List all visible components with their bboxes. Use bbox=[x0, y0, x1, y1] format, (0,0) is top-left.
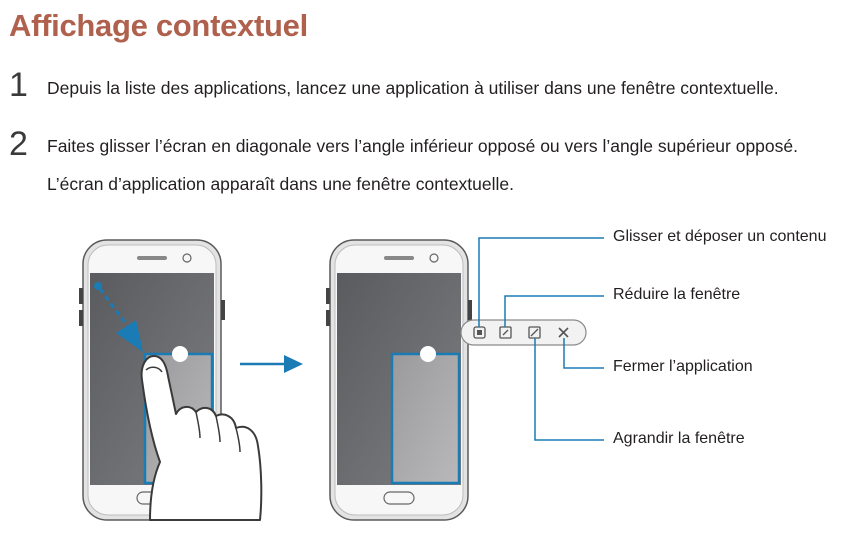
callout-maximize: Agrandir la fenêtre bbox=[613, 430, 745, 447]
step-text-2: Faites glisser l’écran en diagonale vers l’angle inférieur opposé ou vers l’angle supérieur opposé. bbox=[47, 136, 798, 156]
right-popup-window bbox=[392, 354, 459, 483]
touch-point-icon bbox=[172, 346, 188, 362]
touch-point-icon bbox=[420, 346, 436, 362]
transition-arrow-icon bbox=[240, 355, 303, 373]
step-text-1: Depuis la liste des applications, lancez une application à utiliser dans une fenêtre contextuelle. bbox=[47, 78, 779, 98]
left-phone bbox=[79, 240, 261, 520]
callout-close: Fermer l’application bbox=[613, 358, 753, 375]
step-number-2: 2 bbox=[9, 125, 28, 163]
page-title: Affichage contextuel bbox=[9, 8, 308, 43]
right-phone bbox=[326, 240, 586, 520]
step-number-1: 1 bbox=[9, 66, 28, 104]
step-text-2-line-2: L’écran d’application apparaît dans une fenêtre contextuelle. bbox=[47, 174, 514, 194]
callout-drag-drop: Glisser et déposer un contenu bbox=[613, 228, 827, 245]
callout-minimize: Réduire la fenêtre bbox=[613, 286, 741, 303]
